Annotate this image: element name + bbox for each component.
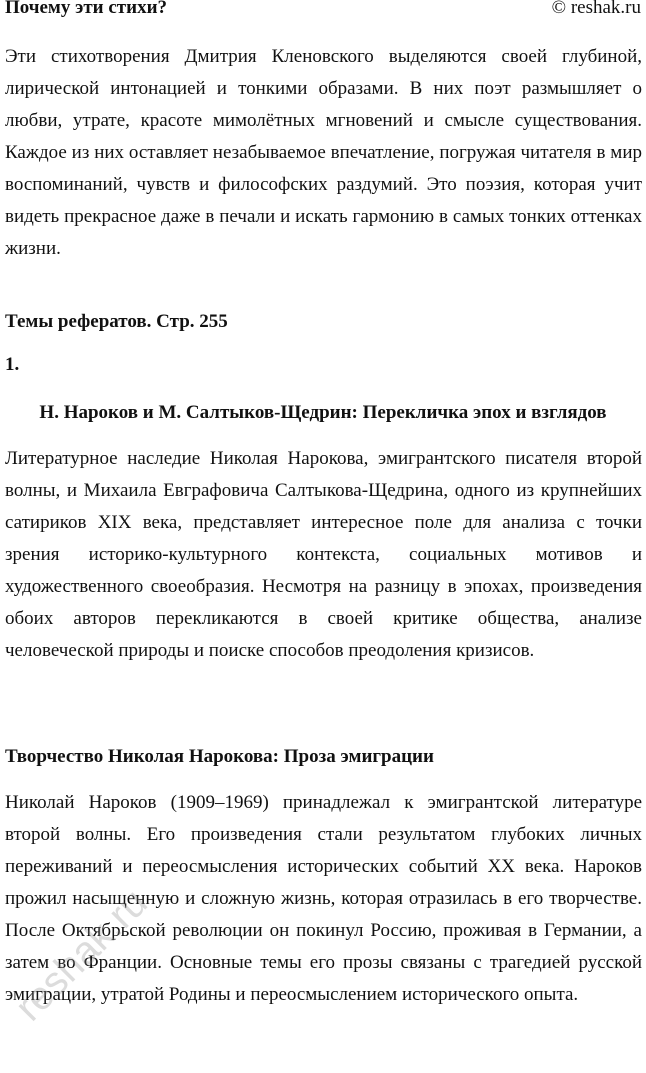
essay-intro-paragraph: Литературное наследие Николая Нарокова, эмигрантского писателя второй волны, и Михаила Евграфовича Салтыкова-Щедрина, одного из крупнейших сатириков XIX века, представляет интересное поле для анализа с точки зрения историко-культурного контекста, социальных мотивов и художественного своеобразия. Несмотря на разницу в эпохах, произведения обоих авторов перекликаются в своей критике общества, анализе человеческой природы и поиске способов преодоления кризисов. — [5, 448, 642, 661]
page-header-title: Почему эти стихи? — [5, 0, 168, 18]
subsection-paragraph: Николай Нароков (1909–1969) принадлежал к эмигрантской литературе второй волны. Его произведения стали результатом глубоких личных переживаний и переосмысления исторических событий XX века. Нароков прожил насыщенную и сложную жизнь, которая отразилась в его творчестве. После Октябрьской революции он покинул Россию, проживая в Германии, а затем во Франции. Основные темы его прозы связаны с трагедией русской эмиграции, утратой Родины и переосмыслением исторического опыта. — [5, 792, 642, 1005]
section-title: Темы рефератов. Стр. 255 — [5, 311, 228, 332]
watermark-top-right: © reshak.ru — [551, 0, 641, 18]
intro-paragraph: Эти стихотворения Дмитрия Кленовского выделяются своей глубиной, лирической интонацией и тонкими образами. В них поэт размышляет о любви, утрате, красоте мимолётных мгновений и смысле существования. Каждое из них оставляет незабываемое впечатление, погружая читателя в мир воспоминаний, чувств и философских раздумий. Это поэзия, которая учит видеть прекрасное даже в печали и искать гармонию в самых тонких оттенках жизни. — [5, 46, 642, 259]
subsection-title: Творчество Николая Нарокова: Проза эмиграции — [5, 746, 434, 767]
item-number: 1. — [5, 354, 20, 375]
diagonal-watermark: reshak.ru — [6, 880, 156, 1030]
essay-title: Н. Нароков и М. Салтыков-Щедрин: Перекличка эпох и взглядов — [39, 402, 607, 423]
